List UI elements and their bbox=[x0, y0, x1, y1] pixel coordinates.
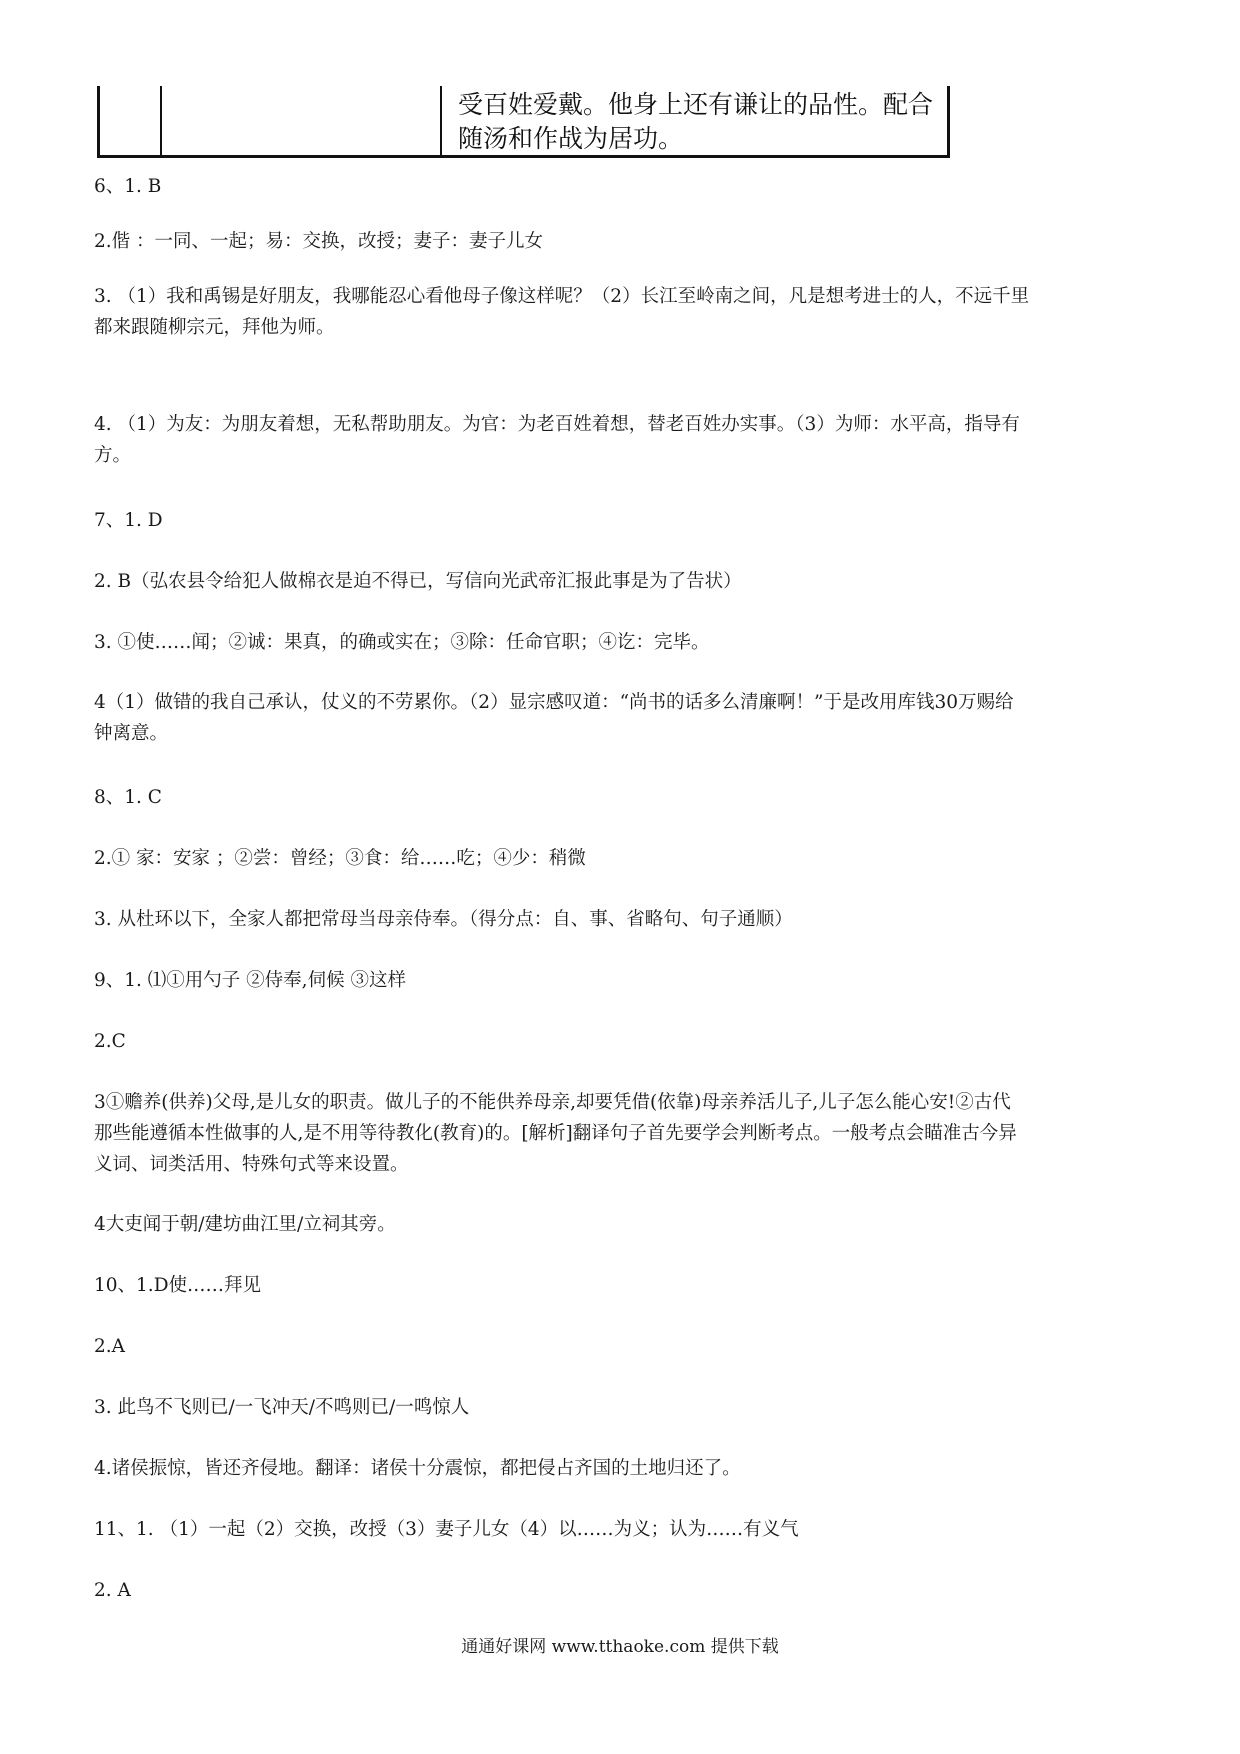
answer-line: 7、1. D bbox=[94, 510, 163, 531]
answer-line: 8、1. C bbox=[94, 787, 162, 808]
answer-line: 2.C bbox=[94, 1031, 126, 1052]
answer-line: 2.① 家：安家 ；②尝：曾经；③食：给……吃；④少：稍微 bbox=[94, 848, 586, 869]
answer-line: 2.偕 ：一同、一起；易：交换，改授；妻子：妻子儿女 bbox=[94, 231, 544, 252]
answer-paragraph bbox=[94, 409, 1154, 471]
answer-line: 3. 此鸟不飞则已/一飞冲天/不鸣则已/一鸣惊人 bbox=[94, 1397, 470, 1418]
table-cell-line: 随汤和作战为居功。 bbox=[458, 124, 684, 153]
answer-paragraph bbox=[94, 1514, 1154, 1545]
answer-line: 4（1）做错的我自己承认，仗义的不劳累你。（2）显宗感叹道：“尚书的话多么清廉啊！”于是改用库钱30万赐给 bbox=[94, 692, 1014, 713]
answer-line: 义词、词类活用、特殊句式等来设置。 bbox=[94, 1154, 409, 1175]
table-column-divider bbox=[160, 86, 162, 155]
answer-line: 2.A bbox=[94, 1336, 126, 1357]
answer-line: 3. ①使……闻；②诚：果真，的确或实在；③除：任命官职；④讫：完毕。 bbox=[94, 632, 710, 653]
answer-line: 6、1. B bbox=[94, 176, 162, 197]
answer-paragraph bbox=[94, 566, 1154, 597]
answer-line: 方。 bbox=[94, 445, 132, 466]
answer-paragraph bbox=[94, 171, 1154, 202]
answer-line: 3. （1）我和禹锡是好朋友，我哪能忍心看他母子像这样呢？（2）长江至岭南之间，凡是想考进士的人，不远千里 bbox=[94, 286, 1030, 307]
answer-line: 4大吏闻于朝/建坊曲江里/立祠其旁。 bbox=[94, 1214, 396, 1235]
answer-line: 4.诸侯振惊，皆还齐侵地。翻译：诸侯十分震惊，都把侵占齐国的土地归还了。 bbox=[94, 1458, 741, 1479]
answer-paragraph bbox=[94, 1087, 1154, 1180]
answer-paragraph bbox=[94, 1453, 1154, 1484]
answer-paragraph bbox=[94, 281, 1154, 343]
answer-paragraph bbox=[94, 627, 1154, 658]
answer-line: 都来跟随柳宗元，拜他为师。 bbox=[94, 317, 335, 338]
answer-line: 2. A bbox=[94, 1580, 131, 1601]
page-footer: 通通好课网 www.tthaoke.com 提供下载 bbox=[461, 1637, 779, 1657]
table-fragment bbox=[97, 86, 950, 158]
answer-line: 2. B（弘农县令给犯人做棉衣是迫不得已，写信向光武帝汇报此事是为了告状） bbox=[94, 571, 742, 592]
answer-paragraph bbox=[94, 782, 1154, 813]
answer-paragraph bbox=[94, 1270, 1154, 1301]
answer-line: 3①赡养(供养)父母,是儿女的职责。做儿子的不能供养母亲,却要凭借(依靠)母亲养活儿子,儿子怎么能心安!②古代 bbox=[94, 1092, 1011, 1113]
answer-line: 9、1. ⑴①用勺子 ②侍奉,伺候 ③这样 bbox=[94, 970, 406, 991]
answer-paragraph bbox=[94, 904, 1154, 935]
answer-paragraph bbox=[94, 687, 1154, 749]
answer-paragraph bbox=[94, 226, 1154, 257]
answer-paragraph bbox=[94, 843, 1154, 874]
answer-line: 钟离意。 bbox=[94, 723, 169, 744]
answer-paragraph bbox=[94, 1575, 1154, 1606]
answer-line: 那些能遵循本性做事的人,是不用等待教化(教育)的。[解析]翻译句子首先要学会判断考点。一般考点会瞄准古今异 bbox=[94, 1123, 1017, 1144]
answer-paragraph bbox=[94, 1209, 1154, 1240]
answer-paragraph bbox=[94, 1331, 1154, 1362]
table-cell-line: 受百姓爱戴。他身上还有谦让的品性。配合 bbox=[458, 90, 934, 119]
answer-line: 4. （1）为友：为朋友着想，无私帮助朋友。为官：为老百姓着想，替老百姓办实事。（3）为师：水平高，指导有 bbox=[94, 414, 1020, 435]
answer-line: 3. 从杜环以下，全家人都把常母当母亲侍奉。（得分点：自、事、省略句、句子通顺） bbox=[94, 909, 793, 930]
table-column-divider bbox=[440, 86, 442, 155]
answer-paragraph bbox=[94, 1392, 1154, 1423]
answer-paragraph bbox=[94, 1026, 1154, 1057]
answer-line: 11、1. （1）一起（2）交换，改授（3）妻子儿女（4）以……为义；认为……有义气 bbox=[94, 1519, 799, 1540]
answer-paragraph bbox=[94, 965, 1154, 996]
answer-paragraph bbox=[94, 505, 1154, 536]
answer-line: 10、1.D使……拜见 bbox=[94, 1275, 262, 1296]
table-cell-text bbox=[458, 88, 938, 156]
